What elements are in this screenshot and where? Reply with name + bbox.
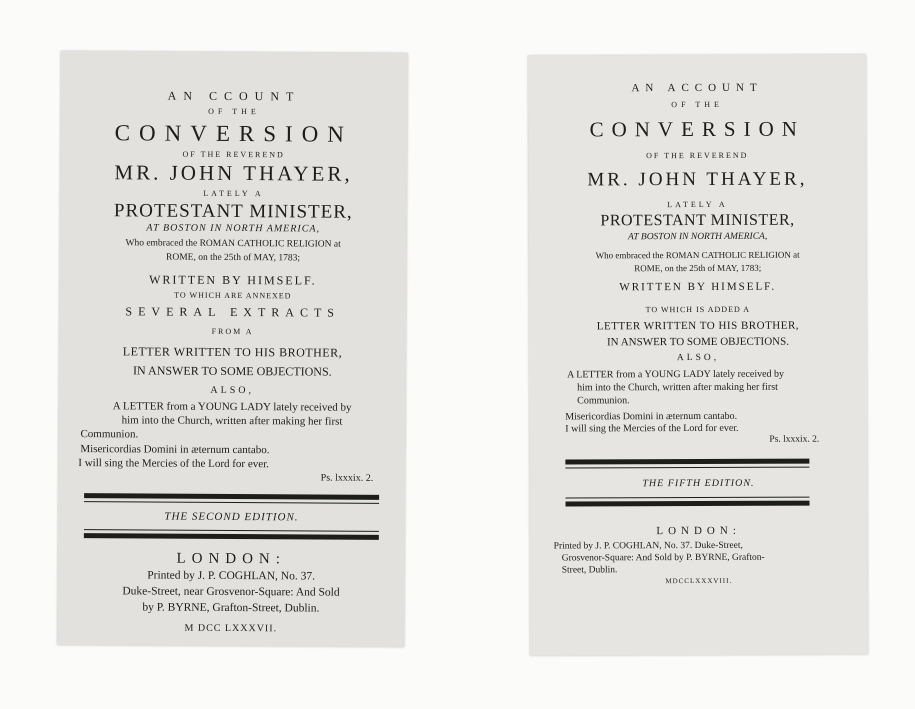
answer-line: IN ANSWER TO SOME OBJECTIONS.: [606, 335, 789, 349]
embraced-line-1: Who embraced the ROMAN CATHOLIC RELIGION at: [595, 249, 800, 261]
young-lady-line-2: him into the Church, written after making her first: [121, 414, 343, 428]
author-name: MR. JOHN THAYER,: [114, 160, 353, 186]
english-quote: I will sing the Mercies of the Lord for ever.: [565, 422, 739, 435]
heading-lately: LATELY A: [203, 188, 264, 199]
embraced-line-2: ROME, on the 25th of MAY, 1783;: [634, 262, 762, 274]
imprint-city: LONDON:: [656, 524, 741, 538]
young-lady-line-3: Communion.: [80, 428, 139, 441]
psalm-reference: Ps. lxxxix. 2.: [320, 472, 374, 484]
heading-conversion: CONVERSION: [589, 116, 805, 142]
heading-lately: LATELY A: [667, 199, 728, 210]
imprint-city: LONDON:: [176, 550, 287, 568]
annexed-line: TO WHICH ARE ANNEXED: [174, 290, 292, 301]
heading-reverend: OF THE REVEREND: [646, 150, 749, 161]
imprint-line-3: Street, Dublin.: [561, 565, 618, 576]
title-page-text: [57, 51, 408, 647]
latin-quote: Misericordias Domini in æternum cantabo.: [80, 443, 270, 457]
also-line: ALSO,: [210, 384, 255, 397]
answer-line: IN ANSWER TO SOME OBJECTIONS.: [133, 363, 332, 379]
imprint-line-2: Grosvenor-Square: And Sold by P. BYRNE, Grafton-: [561, 552, 765, 564]
title-page-second-edition: [57, 51, 408, 647]
imprint-line-3: by P. BYRNE, Grafton-Street, Dublin.: [142, 601, 320, 615]
author-name: MR. JOHN THAYER,: [587, 168, 808, 191]
added-line: TO WHICH IS ADDED A: [645, 304, 751, 315]
young-lady-line-1: A LETTER from a YOUNG LADY lately received by: [567, 368, 785, 381]
young-lady-line-1: A LETTER from a YOUNG LADY lately received by: [112, 400, 352, 414]
bottom-rule-thin: [84, 529, 379, 532]
bottom-rule-thick: [84, 533, 379, 540]
imprint-line-2: Duke-Street, near Grosvenor-Square: And Sold: [122, 585, 340, 599]
latin-quote: Misericordias Domini in æternum cantabo.: [565, 410, 738, 423]
also-line: ALSO,: [676, 352, 720, 364]
letter-line: LETTER WRITTEN TO HIS BROTHER,: [596, 319, 800, 333]
imprint-line-1: Printed by J. P. COGHLAN, No. 37. Duke-Street,: [553, 540, 743, 552]
bottom-rule-thick: [566, 501, 810, 507]
double-rule-thick: [84, 493, 379, 500]
several-extracts: SEVERAL EXTRACTS: [125, 304, 341, 320]
double-rule-thin: [84, 501, 379, 504]
english-quote: I will sing the Mercies of the Lord for ever.: [78, 457, 269, 471]
edition-label: THE SECOND EDITION.: [164, 510, 299, 524]
title-page-text: [528, 54, 868, 655]
location-line: AT BOSTON IN NORTH AMERICA,: [146, 222, 321, 235]
heading-reverend: OF THE REVEREND: [182, 149, 285, 160]
bottom-rule-thin: [565, 497, 809, 499]
imprint-year: MDCCLXXXVIII.: [665, 576, 733, 586]
heading-protestant: PROTESTANT MINISTER,: [113, 200, 353, 223]
embraced-line-1: Who embraced the ROMAN CATHOLIC RELIGION at: [125, 238, 341, 250]
double-rule-thin: [565, 467, 809, 469]
edition-label: THE FIFTH EDITION.: [642, 477, 755, 490]
heading-account: AN CCOUNT: [167, 88, 301, 104]
heading-of-the: OF THE: [671, 99, 723, 110]
heading-of-the: OF THE: [208, 106, 260, 117]
location-line: AT BOSTON IN NORTH AMERICA,: [627, 231, 768, 243]
written-by: WRITTEN BY HIMSELF.: [149, 272, 317, 288]
psalm-reference: Ps. lxxxix. 2.: [769, 434, 820, 445]
embraced-line-2: ROME, on the 25th of MAY, 1783;: [165, 252, 301, 264]
young-lady-line-3: Communion.: [577, 395, 630, 407]
imprint-year: M DCC LXXXVII.: [184, 622, 278, 635]
young-lady-line-2: him into the Church, written after making her first: [577, 381, 778, 394]
heading-account: AN ACCOUNT: [631, 81, 763, 95]
written-by: WRITTEN BY HIMSELF.: [619, 280, 777, 294]
letter-line: LETTER WRITTEN TO HIS BROTHER,: [122, 344, 343, 360]
heading-conversion: CONVERSION: [114, 120, 353, 147]
double-rule-thick: [565, 459, 809, 465]
from-a: FROM A: [211, 326, 254, 337]
title-page-fifth-edition: [528, 54, 868, 655]
imprint-line-1: Printed by J. P. COGHLAN, No. 37.: [147, 569, 316, 583]
heading-protestant: PROTESTANT MINISTER,: [600, 211, 795, 230]
